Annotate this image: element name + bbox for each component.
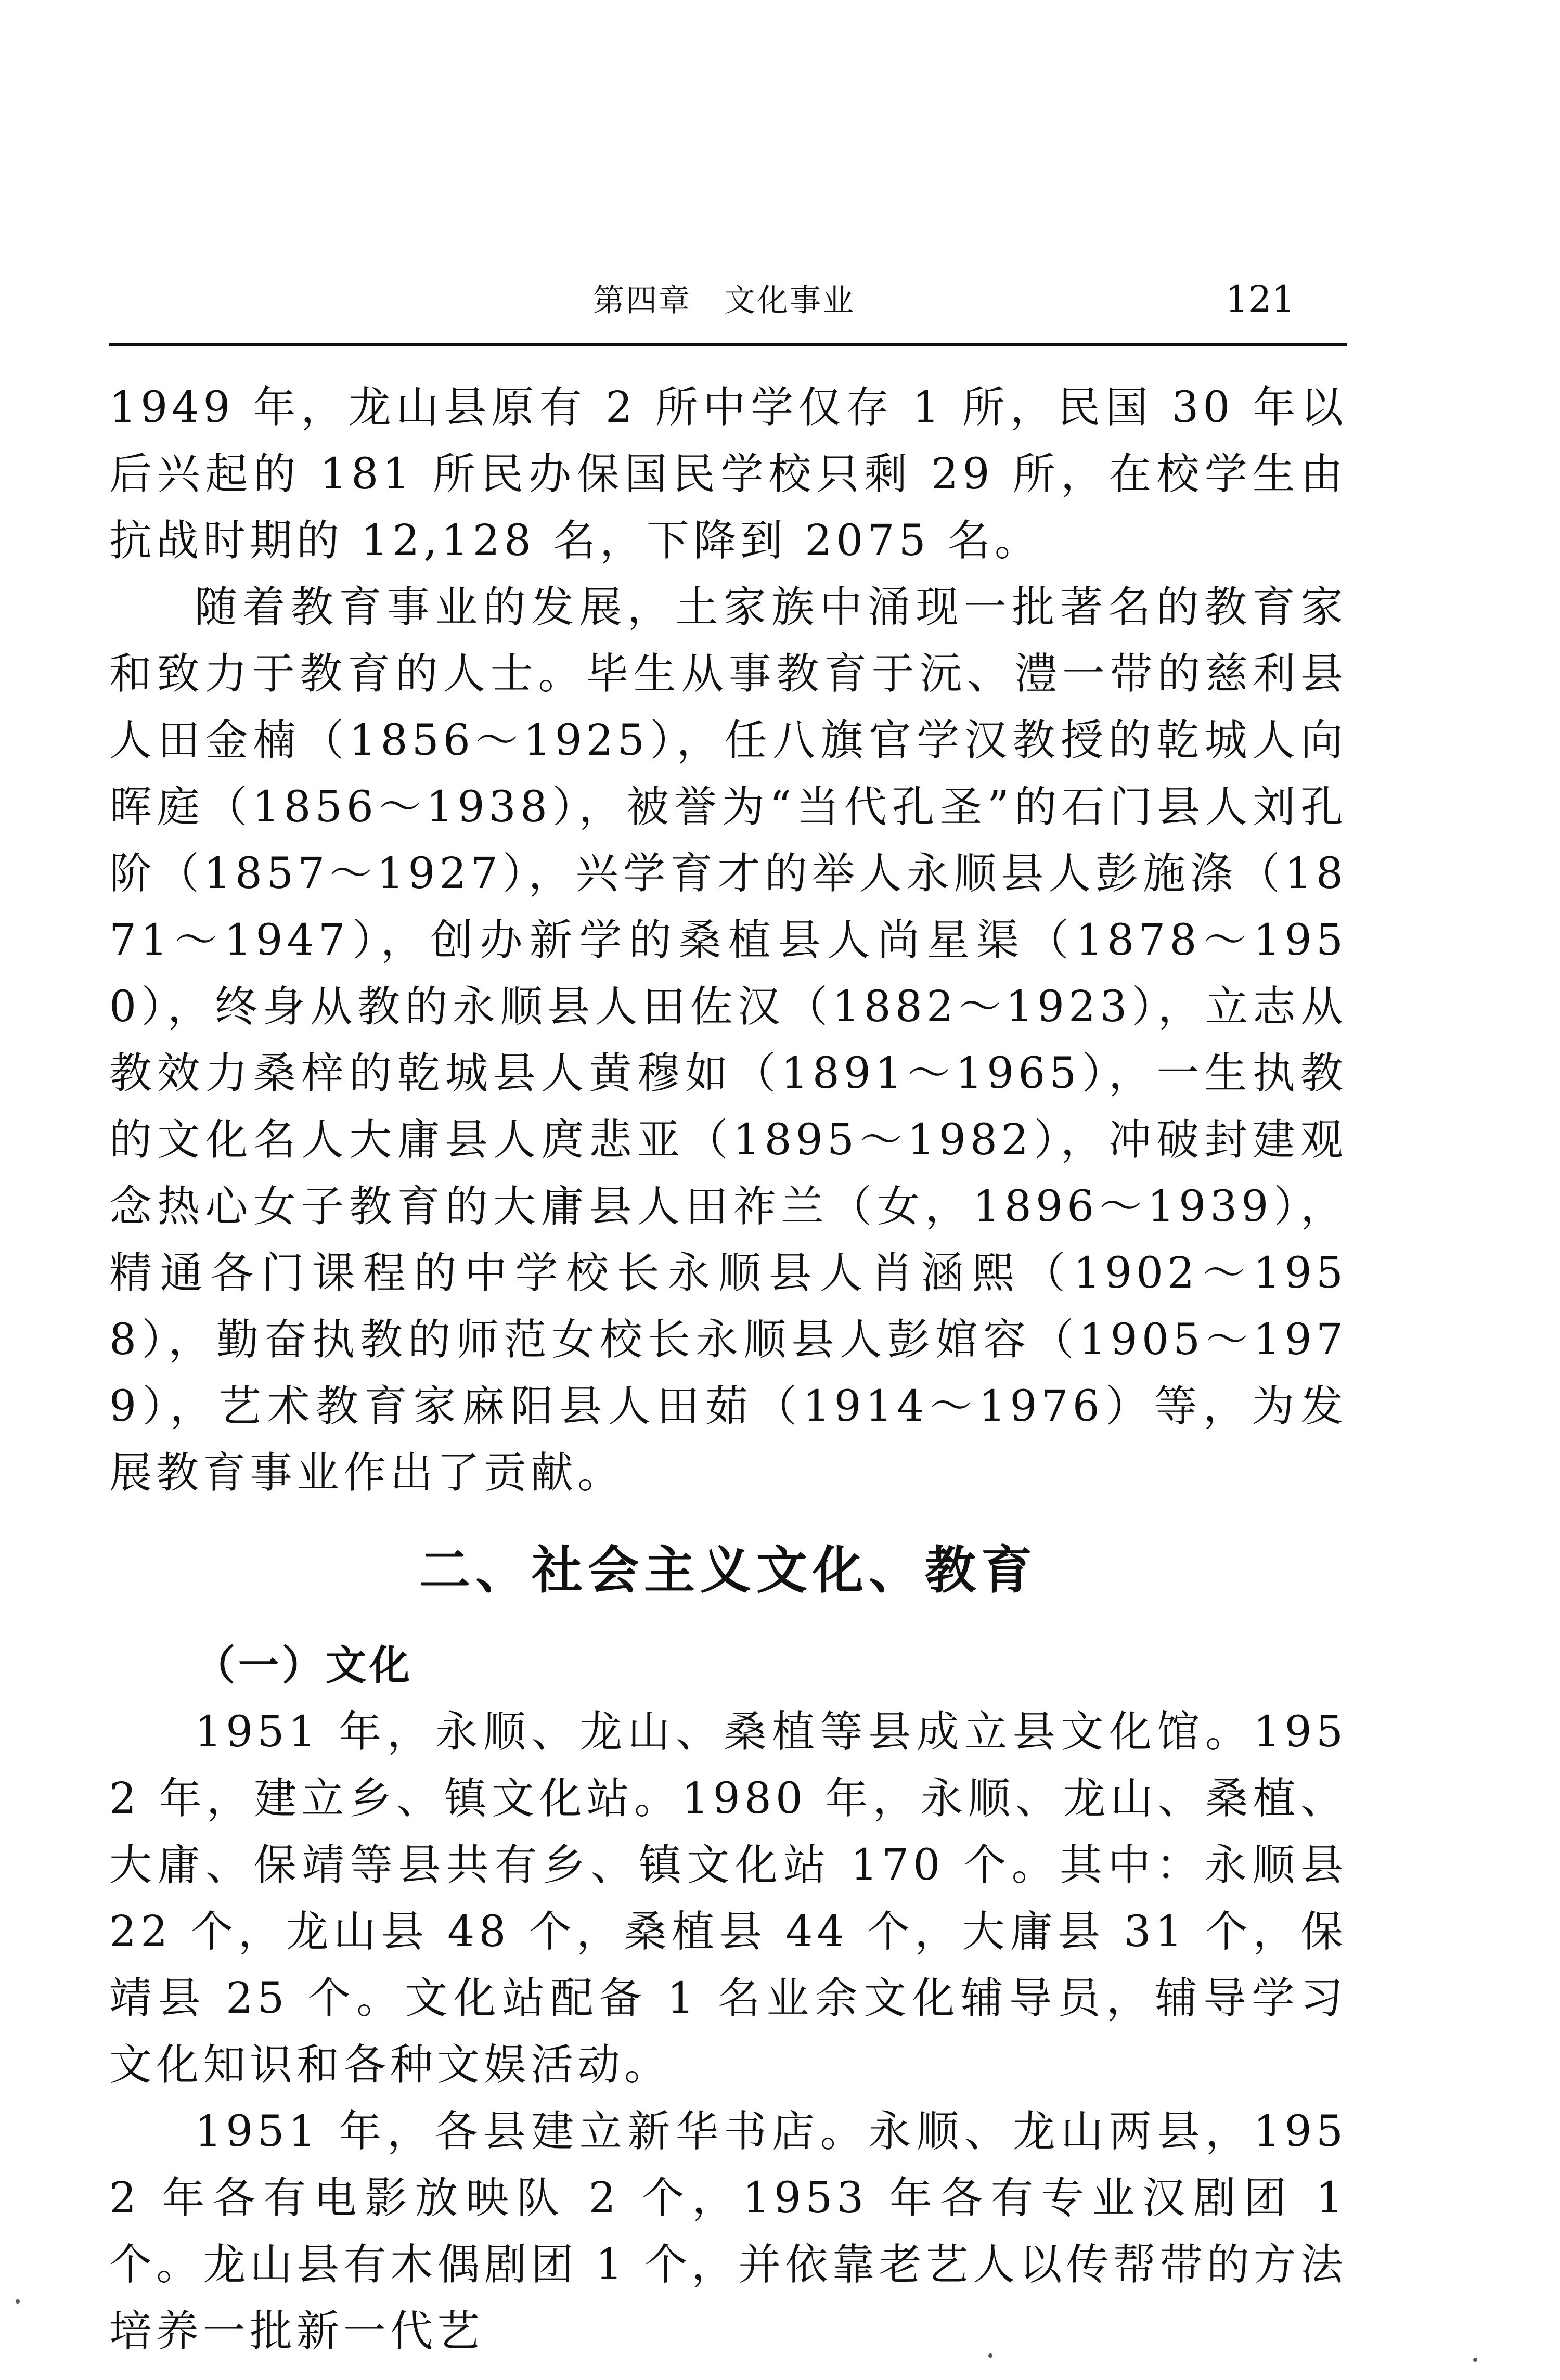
paragraph-1: 1949 年，龙山县原有 2 所中学仅存 1 所，民国 30 年以后兴起的 181 所民办保国民学校只剩 29 所，在校学生由抗战时期的 12,128 名，下降到 2075 名。 [109,383,1347,565]
scan-speck [16,2299,20,2304]
scan-speck [988,2353,992,2358]
section-title: 二、社会主义文化、教育 [419,1541,1037,1600]
page-content [109,375,1347,2365]
subsection-title: （一）文化 [195,1642,414,1689]
paragraph-4: 1951 年，各县建立新华书店。永顺、龙山两县，1952 年各有电影放映队 2 个，1953 年各有专业汉剧团 1 个。龙山县有木偶剧团 1 个，并依靠老艺人以传帮带的方法培养一批新一代艺 [109,2107,1347,2356]
page-number: 121 [1225,278,1295,320]
chapter-title: 第四章 文化事业 [593,282,855,319]
paragraph-2: 随着教育事业的发展，土家族中涌现一批著名的教育家和致力于教育的人士。毕生从事教育于沅、澧一带的慈利县人田金楠（1856～1925），任八旗官学汉教授的乾城人向晖庭（1856～1938），被誉为“当代孔圣”的石门县人刘孔阶（1857～1927），兴学育才的举人永顺县人彭施涤（1871～1947），创办新学的桑植县人尚星渠（1878～1950），终身从教的永顺县人田佐汉（1882～1923），立志从教效力桑梓的乾城县人黄穆如（1891～1965），一生执教的文化名人大庸县人庹悲亚（1895～1982），冲破封建观念热心女子教育的大庸县人田祚兰（女，1896～1939），精通各门课程的中学校长永顺县人肖涵熙（1902～1958），勤奋执教的师范女校长永顺县人彭婠容（1905～1979），艺术教育家麻阳县人田茹（1914～1976）等，为发展教育事业作出了贡献。 [109,583,1347,1498]
header-rule [109,343,1347,346]
scan-speck [1473,2358,1477,2362]
paragraph-3: 1951 年，永顺、龙山、桑植等县成立县文化馆。1952 年，建立乡、镇文化站。1980 年，永顺、龙山、桑植、大庸、保靖等县共有乡、镇文化站 170 个。其中：永顺县 22 个，龙山县 48 个，桑植县 44 个，大庸县 31 个，保靖县 25 个。文化站配备 1 名业余文化辅导员，辅导学习文化知识和各种文娱活动。 [109,1707,1347,2090]
